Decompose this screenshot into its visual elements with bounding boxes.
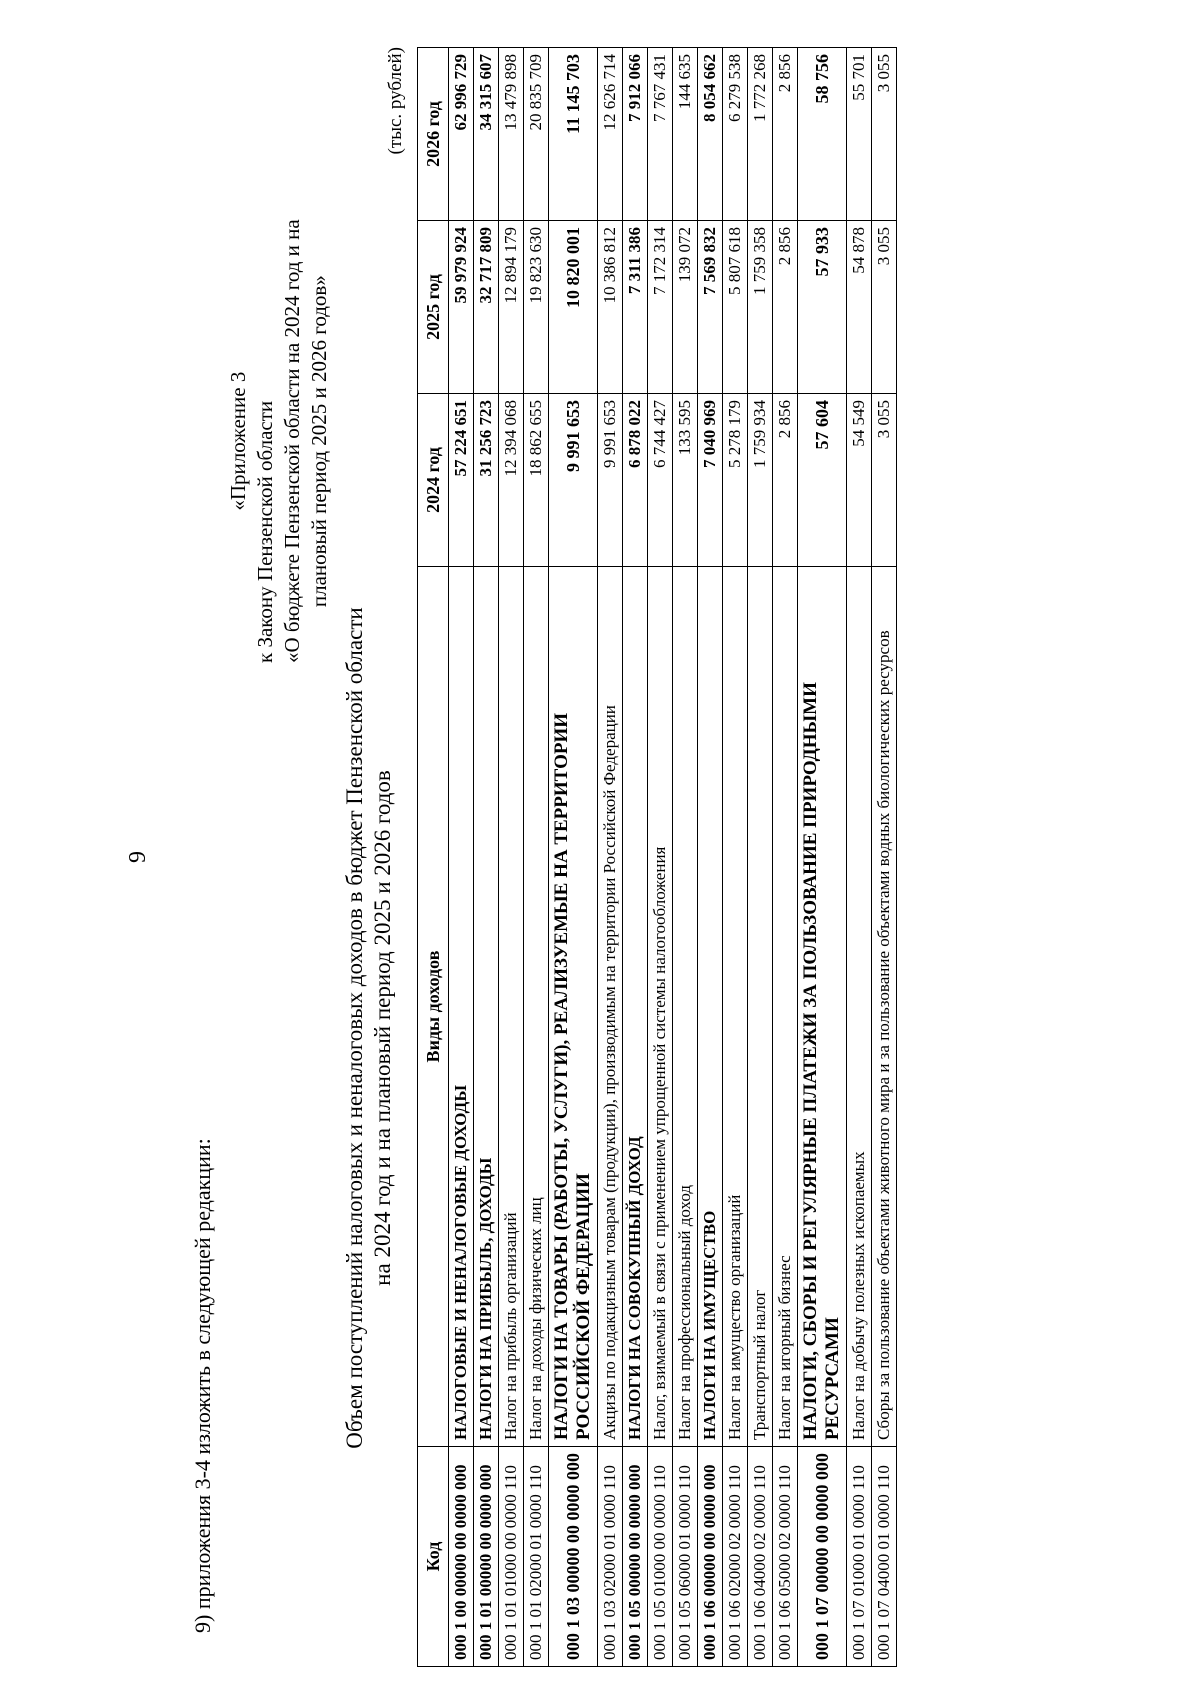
- units-label: (тыс. рублей): [385, 47, 406, 155]
- row-value-2025: 7 172 314: [648, 221, 673, 394]
- row-value-2024: 7 040 969: [698, 394, 723, 567]
- row-name: Акцизы по подакцизным товарам (продукции), производимым на территории Российской Федерации: [598, 567, 623, 1447]
- table-row: [598, 48, 623, 1667]
- row-value-2024: 12 394 068: [499, 394, 524, 567]
- row-code: 000 1 00 00000 00 0000 000: [449, 1447, 474, 1667]
- row-value-2024: 6 744 427: [648, 394, 673, 567]
- row-value-2024: 5 278 179: [723, 394, 748, 567]
- row-name: Налог на доходы физических лиц: [524, 567, 549, 1447]
- appendix-line-3: «О бюджете Пензенской области на 2024 год и на: [280, 219, 304, 663]
- table-body: [449, 48, 897, 1667]
- table-row: [474, 48, 499, 1667]
- table-row: [872, 48, 897, 1667]
- row-value-2025: 12 894 179: [499, 221, 524, 394]
- table-row: [798, 48, 847, 1667]
- row-name: Налог на профессиональный доход: [673, 567, 698, 1447]
- row-value-2024: 31 256 723: [474, 394, 499, 567]
- row-code: 000 1 03 00000 00 0000 000: [549, 1447, 598, 1667]
- table-row: [698, 48, 723, 1667]
- row-value-2026: 2 856: [773, 48, 798, 221]
- row-code: 000 1 07 00000 00 0000 000: [798, 1447, 847, 1667]
- row-value-2025: 7 569 832: [698, 221, 723, 394]
- row-value-2026: 62 996 729: [449, 48, 474, 221]
- document-title-line-2: на 2024 год и на плановый период 2025 и 2026 годов: [370, 770, 395, 1286]
- row-value-2024: 6 878 022: [623, 394, 648, 567]
- row-name: НАЛОГИ НА ИМУЩЕСТВО: [698, 567, 723, 1447]
- row-value-2025: 54 878: [847, 221, 872, 394]
- row-value-2026: 13 479 898: [499, 48, 524, 221]
- row-code: 000 1 07 01000 01 0000 110: [847, 1447, 872, 1667]
- document-title-line-1: Объем поступлений налоговых и неналоговых доходов в бюджет Пензенской области: [342, 607, 367, 1449]
- row-code: 000 1 03 02000 01 0000 110: [598, 1447, 623, 1667]
- row-value-2024: 57 224 651: [449, 394, 474, 567]
- row-name: НАЛОГОВЫЕ И НЕНАЛОГОВЫЕ ДОХОДЫ: [449, 567, 474, 1447]
- row-value-2026: 7 767 431: [648, 48, 673, 221]
- row-code: 000 1 06 05000 02 0000 110: [773, 1447, 798, 1667]
- table-header-row: [418, 48, 449, 1667]
- row-value-2026: 6 279 538: [723, 48, 748, 221]
- appendix-header: [225, 219, 333, 663]
- row-name: НАЛОГИ НА ТОВАРЫ (РАБОТЫ, УСЛУГИ), РЕАЛИЗУЕМЫЕ НА ТЕРРИТОРИИ РОССИЙСКОЙ ФЕДЕРАЦИИ: [549, 567, 598, 1447]
- row-code: 000 1 05 01000 00 0000 110: [648, 1447, 673, 1667]
- row-value-2026: 34 315 607: [474, 48, 499, 221]
- row-value-2026: 20 835 709: [524, 48, 549, 221]
- header-2024: 2024 год: [418, 394, 449, 567]
- row-name: Налог, взимаемый в связи с применением упрощенной системы налогообложения: [648, 567, 673, 1447]
- row-value-2024: 57 604: [798, 394, 847, 567]
- row-code: 000 1 01 02000 01 0000 110: [524, 1447, 549, 1667]
- row-code: 000 1 05 00000 00 0000 000: [623, 1447, 648, 1667]
- row-name: Сборы за пользование объектами животного мира и за пользование объектами водных биологических ресурсов: [872, 567, 897, 1447]
- row-value-2026: 1 772 268: [748, 48, 773, 221]
- row-name: Налог на игорный бизнес: [773, 567, 798, 1447]
- row-name: Налог на имущество организаций: [723, 567, 748, 1447]
- row-value-2026: 8 054 662: [698, 48, 723, 221]
- row-value-2025: 10 386 812: [598, 221, 623, 394]
- revenue-table: [417, 47, 897, 1667]
- row-code: 000 1 05 06000 01 0000 110: [673, 1447, 698, 1667]
- row-value-2026: 12 626 714: [598, 48, 623, 221]
- header-code: Код: [418, 1447, 449, 1667]
- table-row: [773, 48, 798, 1667]
- row-code: 000 1 06 04000 02 0000 110: [748, 1447, 773, 1667]
- header-revenue-type: Виды доходов: [418, 567, 449, 1447]
- row-name: НАЛОГИ НА ПРИБЫЛЬ, ДОХОДЫ: [474, 567, 499, 1447]
- row-value-2026: 7 912 066: [623, 48, 648, 221]
- row-name: НАЛОГИ НА СОВОКУПНЫЙ ДОХОД: [623, 567, 648, 1447]
- row-value-2025: 57 933: [798, 221, 847, 394]
- row-value-2024: 2 856: [773, 394, 798, 567]
- row-value-2024: 133 595: [673, 394, 698, 567]
- table-row: [499, 48, 524, 1667]
- row-value-2024: 18 862 655: [524, 394, 549, 567]
- document-title: [341, 513, 397, 1543]
- row-value-2026: 3 055: [872, 48, 897, 221]
- row-code: 000 1 06 02000 02 0000 110: [723, 1447, 748, 1667]
- row-value-2025: 59 979 924: [449, 221, 474, 394]
- row-value-2025: 32 717 809: [474, 221, 499, 394]
- row-value-2025: 10 820 001: [549, 221, 598, 394]
- table-row: [524, 48, 549, 1667]
- row-value-2024: 54 549: [847, 394, 872, 567]
- table-header: [418, 48, 449, 1667]
- appendix-line-1: «Приложение 3: [226, 371, 250, 511]
- row-name: Налог на прибыль организаций: [499, 567, 524, 1447]
- row-value-2025: 139 072: [673, 221, 698, 394]
- table-row: [623, 48, 648, 1667]
- row-value-2025: 19 823 630: [524, 221, 549, 394]
- row-value-2026: 58 756: [798, 48, 847, 221]
- intro-text: 9) приложения 3-4 изложить в следующей редакции:: [190, 1138, 215, 1633]
- header-2026: 2026 год: [418, 48, 449, 221]
- row-value-2026: 55 701: [847, 48, 872, 221]
- row-value-2024: 3 055: [872, 394, 897, 567]
- document-page: [45, 23, 1155, 1673]
- table-row: [549, 48, 598, 1667]
- row-value-2025: 2 856: [773, 221, 798, 394]
- row-code: 000 1 01 01000 00 0000 110: [499, 1447, 524, 1667]
- row-code: 000 1 01 00000 00 0000 000: [474, 1447, 499, 1667]
- row-value-2026: 144 635: [673, 48, 698, 221]
- row-name: Налог на добычу полезных ископаемых: [847, 567, 872, 1447]
- appendix-line-2: к Закону Пензенской области: [253, 400, 277, 663]
- row-value-2025: 7 311 386: [623, 221, 648, 394]
- page-number: 9: [125, 851, 151, 863]
- row-value-2024: 9 991 653: [598, 394, 623, 567]
- row-name: НАЛОГИ, СБОРЫ И РЕГУЛЯРНЫЕ ПЛАТЕЖИ ЗА ПОЛЬЗОВАНИЕ ПРИРОДНЫМИ РЕСУРСАМИ: [798, 567, 847, 1447]
- row-value-2024: 1 759 934: [748, 394, 773, 567]
- table-row: [847, 48, 872, 1667]
- row-value-2024: 9 991 653: [549, 394, 598, 567]
- row-value-2025: 3 055: [872, 221, 897, 394]
- appendix-line-4: плановый период 2025 и 2026 годов»: [307, 275, 331, 608]
- table-row: [723, 48, 748, 1667]
- table-row: [449, 48, 474, 1667]
- row-value-2025: 5 807 618: [723, 221, 748, 394]
- row-name: Транспортный налог: [748, 567, 773, 1447]
- table-row: [748, 48, 773, 1667]
- row-code: 000 1 07 04000 01 0000 110: [872, 1447, 897, 1667]
- row-value-2025: 1 759 358: [748, 221, 773, 394]
- row-code: 000 1 06 00000 00 0000 000: [698, 1447, 723, 1667]
- header-2025: 2025 год: [418, 221, 449, 394]
- table-row: [673, 48, 698, 1667]
- table-row: [648, 48, 673, 1667]
- row-value-2026: 11 145 703: [549, 48, 598, 221]
